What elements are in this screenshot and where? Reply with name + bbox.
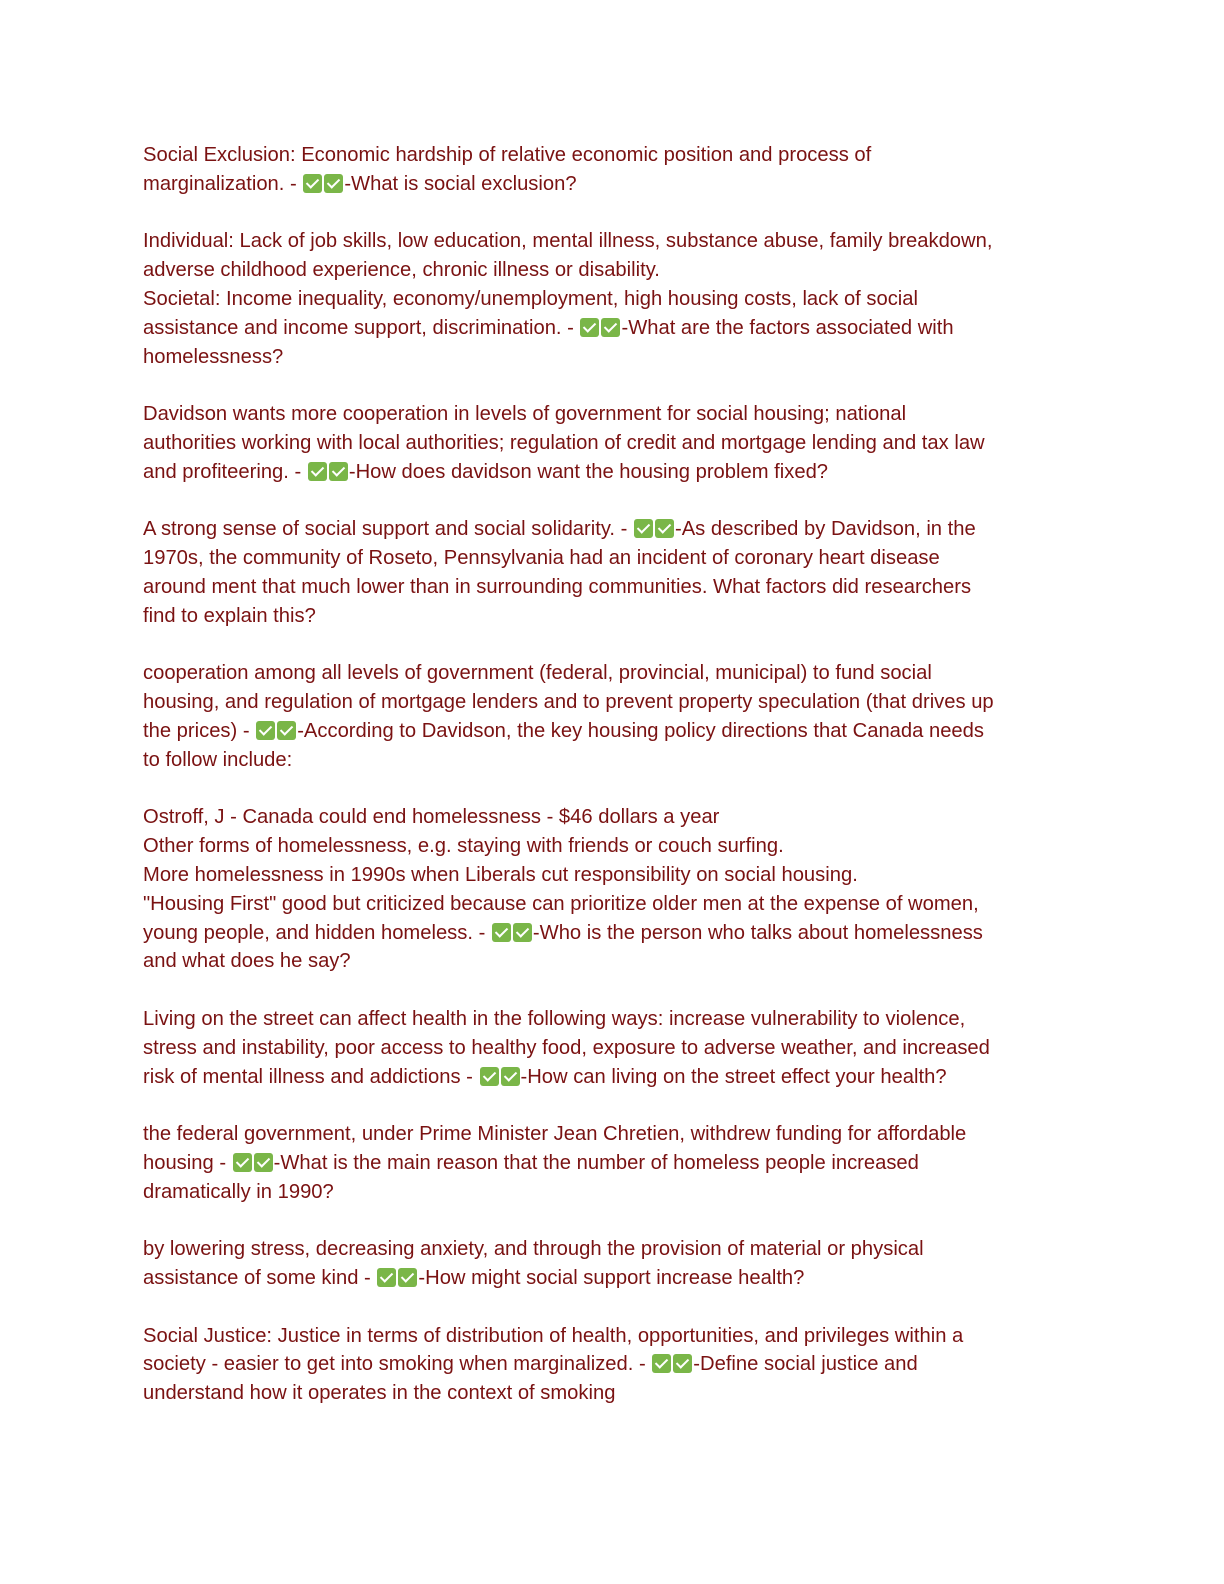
text-line: stress and instability, poor access to healthy food, exposure to adverse weather, and increased	[143, 1036, 990, 1059]
text-line: More homelessness in 1990s when Liberals cut responsibility on social housing.	[143, 863, 858, 886]
check-mark-icon	[308, 462, 327, 481]
answer-text: young people, and hidden homeless. -	[143, 921, 491, 944]
question-text: -What is the main reason that the number of homeless people increased	[273, 1151, 919, 1174]
text-line: understand how it operates in the context of smoking	[143, 1382, 616, 1405]
question-text: -How can living on the street effect your health?	[520, 1065, 947, 1088]
answer-text: assistance and income support, discrimination. -	[143, 316, 580, 339]
answer-text: society - easier to get into smoking when marginalized. -	[143, 1353, 652, 1376]
qa-entry	[143, 227, 1073, 371]
text-line: housing, and regulation of mortgage lenders and to prevent property speculation (that drives up	[143, 691, 994, 714]
check-mark-icon	[277, 721, 296, 740]
text-line: 1970s, the community of Roseto, Pennsylvania had an incident of coronary heart disease	[143, 547, 940, 570]
check-mark-icon	[377, 1268, 396, 1287]
check-mark-icon	[501, 1067, 520, 1086]
check-mark-icon	[329, 462, 348, 481]
qa-entry	[143, 141, 1073, 199]
qa-entry	[143, 400, 1073, 486]
text-line: Living on the street can affect health in the following ways: increase vulnerability to violence,	[143, 1007, 966, 1030]
document-body	[143, 141, 1073, 1437]
text-line: by lowering stress, decreasing anxiety, and through the provision of material or physical	[143, 1238, 924, 1261]
text-line: around ment that much lower than in surrounding communities. What factors did researchers	[143, 575, 972, 598]
text-line: homelessness?	[143, 345, 284, 368]
answer-text: the prices) -	[143, 719, 256, 742]
qa-entry	[143, 803, 1073, 976]
text-line: to follow include:	[143, 748, 293, 771]
qa-entry	[143, 659, 1073, 774]
check-mark-icon	[655, 519, 674, 538]
text-line: Societal: Income inequality, economy/unemployment, high housing costs, lack of social	[143, 287, 919, 310]
text-line: Individual: Lack of job skills, low education, mental illness, substance abuse, family breakdown,	[143, 230, 993, 253]
check-mark-icon	[233, 1153, 252, 1172]
text-line	[143, 170, 1073, 199]
answer-text: and profiteering. -	[143, 460, 307, 483]
text-line	[143, 1264, 1073, 1293]
text-line	[143, 1149, 1073, 1178]
check-mark-icon	[492, 923, 511, 942]
check-mark-icon	[601, 318, 620, 337]
question-text: -How might social support increase health?	[418, 1267, 805, 1290]
text-line	[143, 919, 1073, 948]
check-mark-icon	[398, 1268, 417, 1287]
text-line: "Housing First" good but criticized because can prioritize older men at the expense of women,	[143, 892, 979, 915]
answer-text: assistance of some kind -	[143, 1267, 377, 1290]
answer-text: risk of mental illness and addictions -	[143, 1065, 479, 1088]
question-text: -What are the factors associated with	[621, 316, 954, 339]
qa-entry	[143, 1235, 1073, 1293]
check-mark-icon	[324, 174, 343, 193]
answer-text: marginalization. -	[143, 172, 303, 195]
text-line: Social Exclusion: Economic hardship of relative economic position and process of	[143, 144, 872, 166]
check-mark-icon	[513, 923, 532, 942]
text-line: the federal government, under Prime Minister Jean Chretien, withdrew funding for affordable	[143, 1123, 967, 1146]
text-line: Davidson wants more cooperation in levels of government for social housing; national	[143, 403, 907, 426]
check-mark-icon	[580, 318, 599, 337]
text-line: dramatically in 1990?	[143, 1180, 334, 1203]
qa-entry	[143, 1005, 1073, 1091]
check-mark-icon	[652, 1354, 671, 1373]
text-line: and what does he say?	[143, 950, 351, 973]
text-line	[143, 458, 1073, 487]
text-line	[143, 515, 1073, 544]
check-mark-icon	[254, 1153, 273, 1172]
text-line: Social Justice: Justice in terms of distribution of health, opportunities, and privileges within a	[143, 1324, 964, 1347]
text-line: Other forms of homelessness, e.g. staying with friends or couch surfing.	[143, 835, 784, 858]
text-line: adverse childhood experience, chronic illness or disability.	[143, 259, 660, 282]
qa-entry	[143, 515, 1073, 630]
question-text: -Who is the person who talks about homelessness	[532, 921, 983, 944]
text-line	[143, 1063, 1073, 1092]
text-line	[143, 314, 1073, 343]
check-mark-icon	[256, 721, 275, 740]
question-text: -What is social exclusion?	[344, 172, 577, 195]
answer-text: A strong sense of social support and social solidarity. -	[143, 518, 633, 541]
check-mark-icon	[634, 519, 653, 538]
text-line: find to explain this?	[143, 604, 316, 627]
qa-entry	[143, 1120, 1073, 1206]
question-text: -As described by Davidson, in the	[674, 518, 976, 541]
question-text: -Define social justice and	[693, 1353, 918, 1376]
qa-entry	[143, 1322, 1073, 1408]
question-text: -How does davidson want the housing problem fixed?	[348, 460, 829, 483]
text-line: Ostroff, J - Canada could end homelessness - $46 dollars a year	[143, 806, 720, 829]
text-line	[143, 1350, 1073, 1379]
text-line	[143, 717, 1073, 746]
question-text: -According to Davidson, the key housing policy directions that Canada needs	[297, 719, 984, 742]
check-mark-icon	[480, 1067, 499, 1086]
text-line: cooperation among all levels of government (federal, provincial, municipal) to fund social	[143, 662, 932, 685]
check-mark-icon	[303, 174, 322, 193]
text-line: authorities working with local authorities; regulation of credit and mortgage lending and tax law	[143, 431, 985, 454]
answer-text: housing -	[143, 1151, 232, 1174]
check-mark-icon	[673, 1354, 692, 1373]
